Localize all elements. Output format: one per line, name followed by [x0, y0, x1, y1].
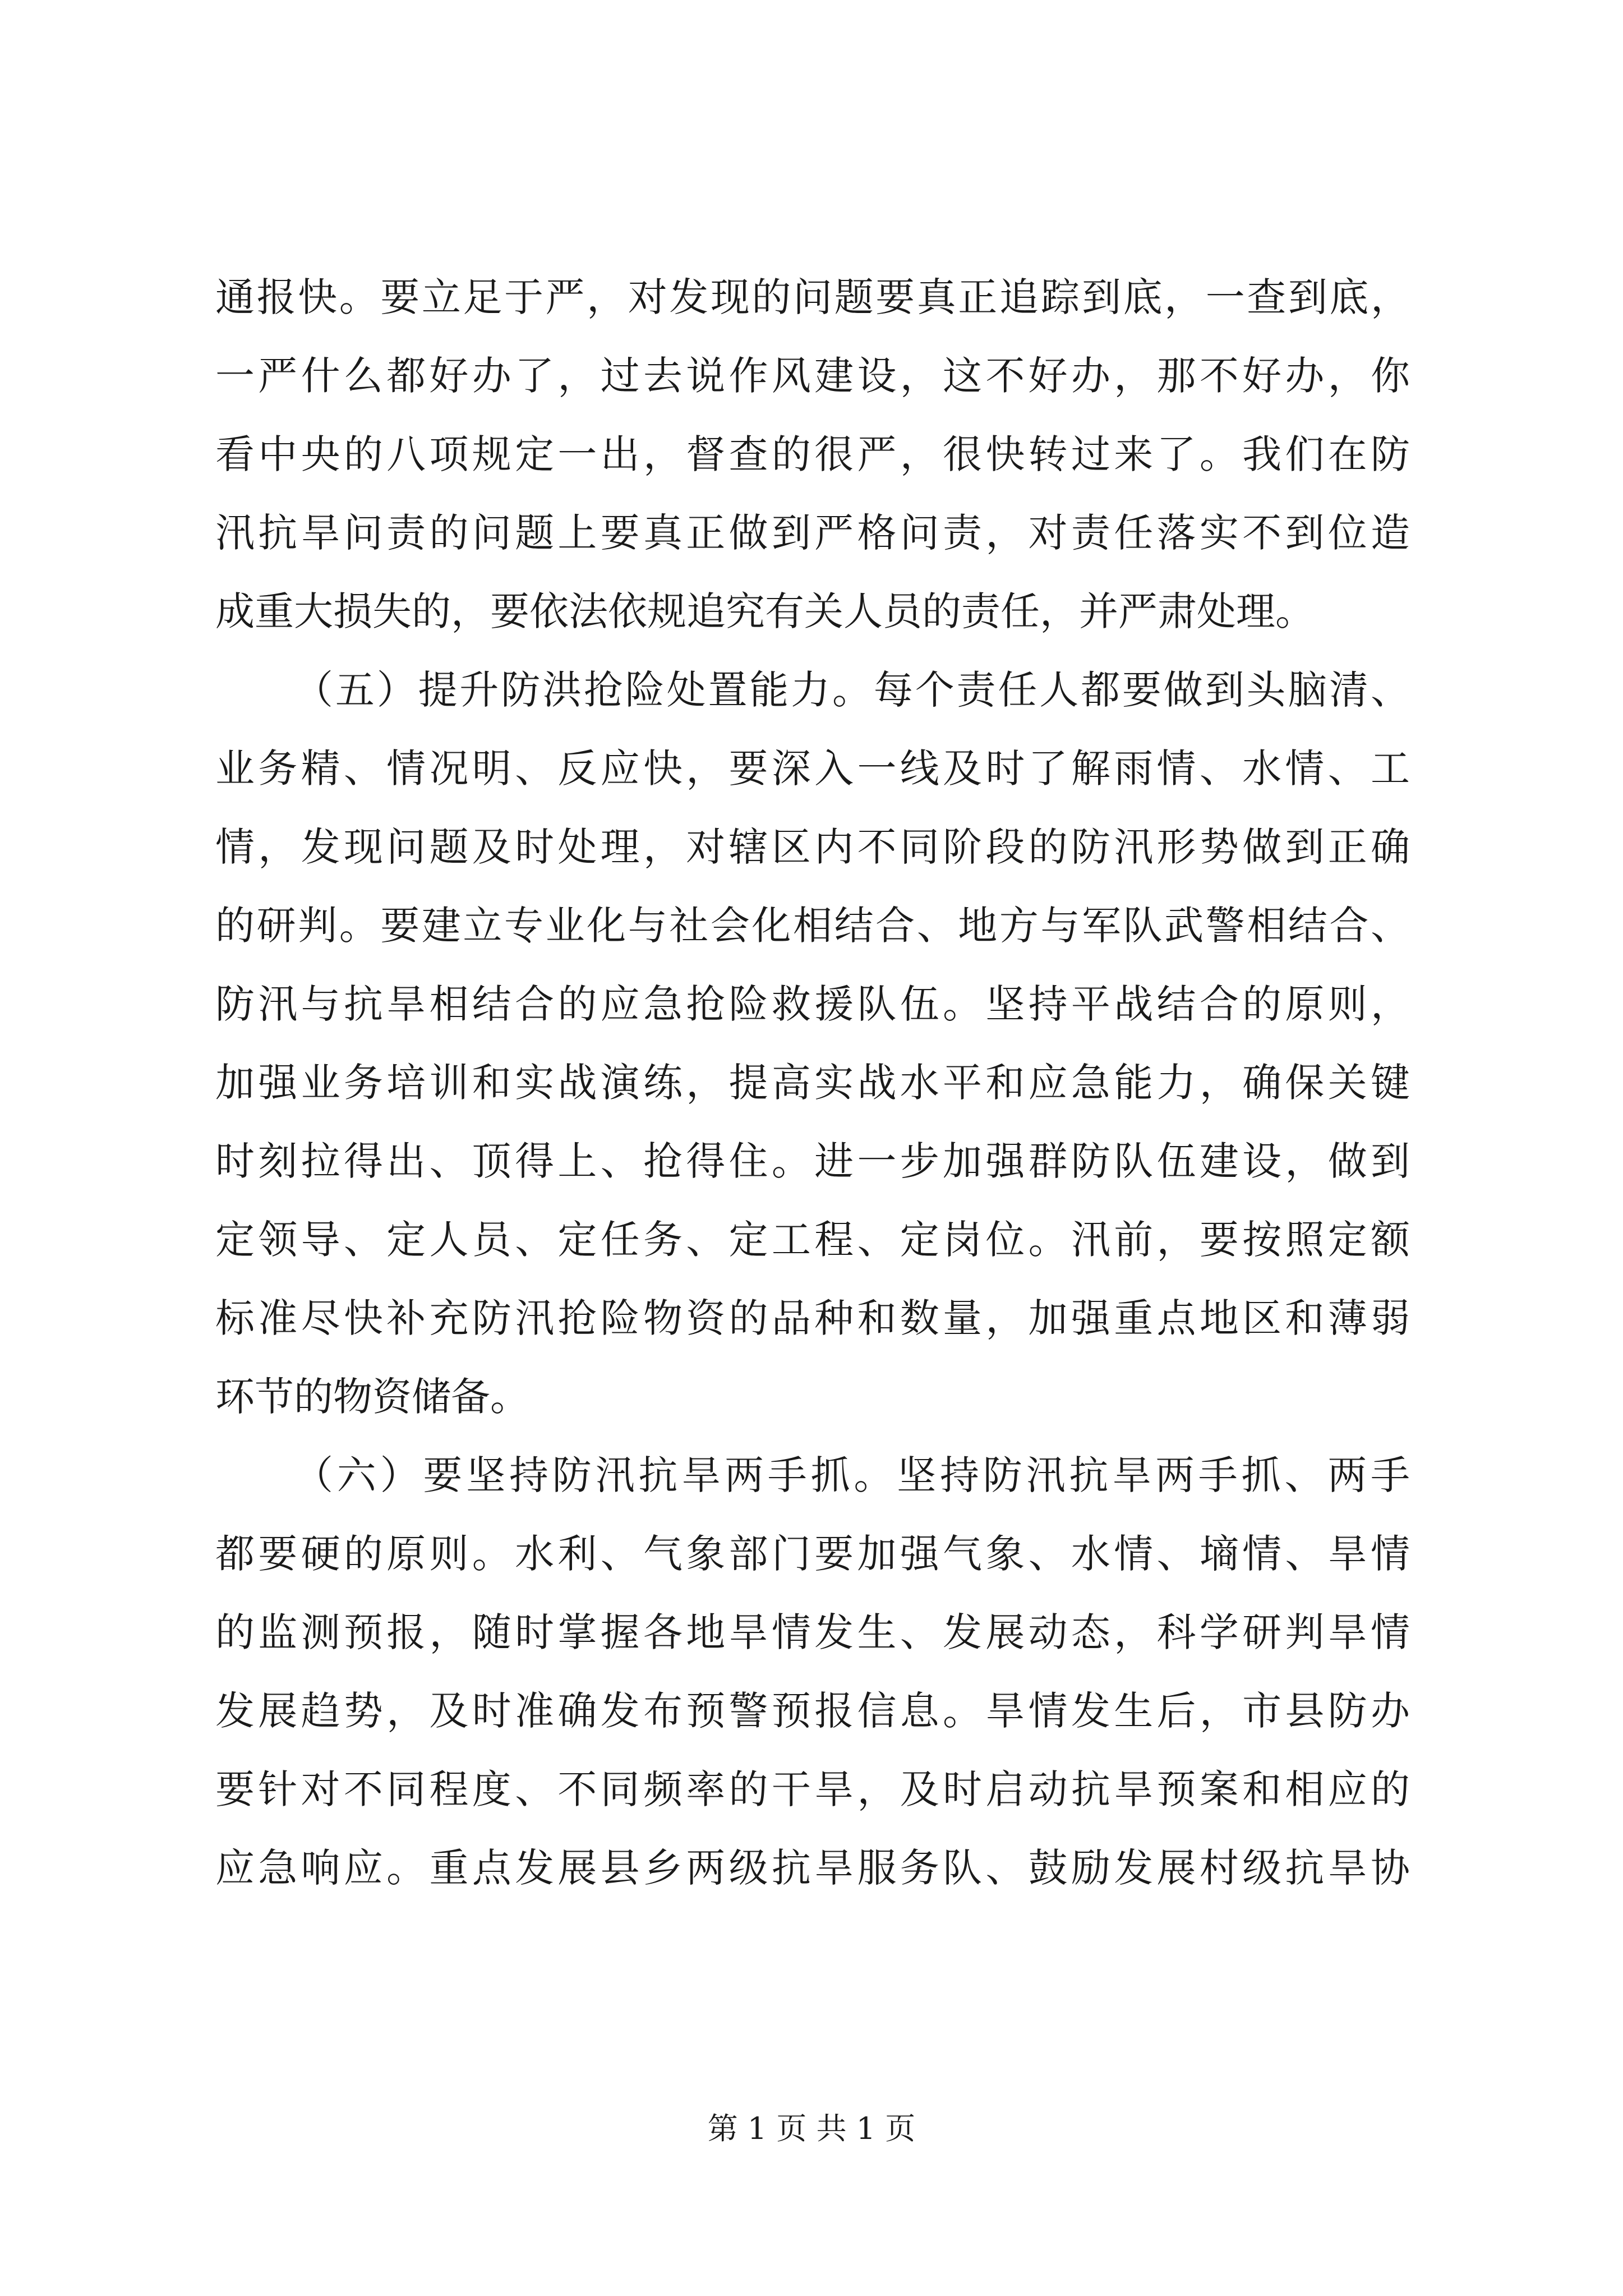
text-line: 成重大损失的，要依法依规追究有关人员的责任，并严肃处理。: [215, 588, 1315, 634]
document-body: [215, 258, 1410, 1907]
text-line: 汛抗旱问责的问题上要真正做到严格问责，对责任落实不到位造: [215, 510, 1410, 556]
text-line: 都要硬的原则。水利、气象部门要加强气象、水情、墒情、旱情: [215, 1531, 1410, 1577]
paragraph: [215, 1436, 1410, 1907]
text-line: 防汛与抗旱相结合的应急抢险救援队伍。坚持平战结合的原则，: [215, 981, 1410, 1027]
text-line: 一严什么都好办了，过去说作风建设，这不好办，那不好办，你: [215, 353, 1410, 399]
text-line: 加强业务培训和实战演练，提高实战水平和应急能力，确保关键: [215, 1060, 1410, 1106]
page-footer: 第 1 页 共 1 页: [707, 2111, 916, 2146]
text-line: 定领导、定人员、定任务、定工程、定岗位。汛前，要按照定额: [215, 1217, 1410, 1263]
text-line: 发展趋势，及时准确发布预警预报信息。旱情发生后，市县防办: [215, 1688, 1410, 1734]
text-line: 环节的物资储备。: [215, 1374, 529, 1420]
text-line: 应急响应。重点发展县乡两级抗旱服务队、鼓励发展村级抗旱协: [215, 1845, 1410, 1891]
paragraph: [215, 651, 1410, 1436]
text-line: 要针对不同程度、不同频率的干旱，及时启动抗旱预案和相应的: [215, 1766, 1410, 1812]
text-line: （六）要坚持防汛抗旱两手抓。坚持防汛抗旱两手抓、两手: [294, 1452, 1410, 1498]
text-line: 标准尽快补充防汛抢险物资的品种和数量，加强重点地区和薄弱: [215, 1295, 1410, 1341]
text-line: 时刻拉得出、顶得上、抢得住。进一步加强群防队伍建设，做到: [215, 1138, 1410, 1184]
text-line: 的监测预报，随时掌握各地旱情发生、发展动态，科学研判旱情: [215, 1609, 1410, 1655]
text-line: （五）提升防洪抢险处置能力。每个责任人都要做到头脑清、: [294, 667, 1410, 713]
text-line: 通报快。要立足于严，对发现的问题要真正追踪到底，一查到底，: [215, 274, 1410, 320]
text-line: 业务精、情况明、反应快，要深入一线及时了解雨情、水情、工: [215, 746, 1410, 792]
text-line: 情，发现问题及时处理，对辖区内不同阶段的防汛形势做到正确: [215, 824, 1410, 870]
paragraph: [215, 258, 1410, 651]
text-line: 的研判。要建立专业化与社会化相结合、地方与军队武警相结合、: [215, 903, 1410, 949]
text-line: 看中央的八项规定一出，督查的很严，很快转过来了。我们在防: [215, 431, 1410, 477]
